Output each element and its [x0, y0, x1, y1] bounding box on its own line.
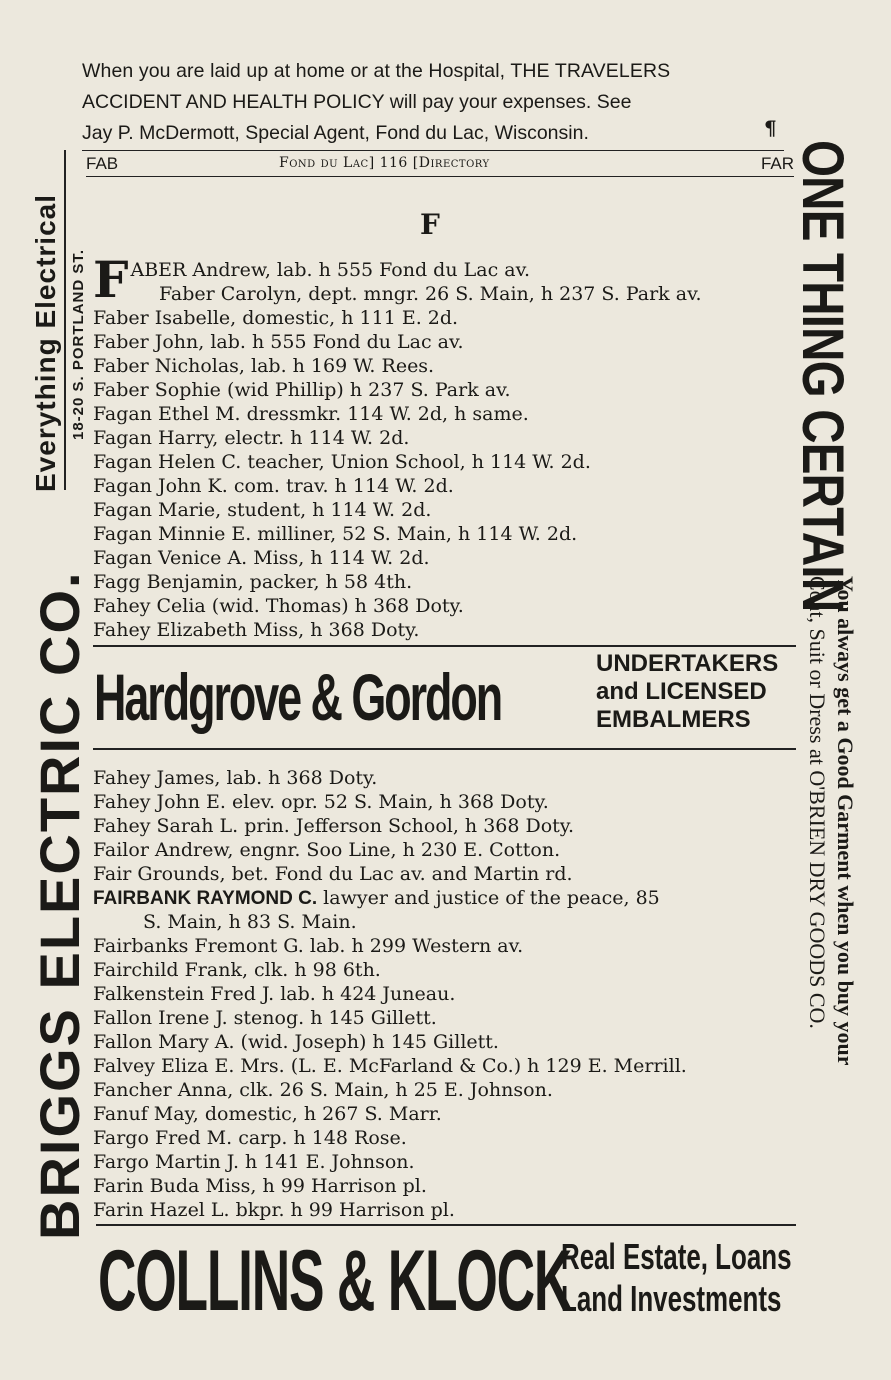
entry-text: lawyer and justice of the peace, 85: [317, 887, 660, 909]
header-right-guide: FAR: [760, 154, 794, 173]
directory-entries-a: [93, 250, 793, 642]
directory-entry: Faber Nicholas, lab. h 169 W. Rees.: [93, 355, 435, 377]
tagline-2: and LICENSED: [596, 678, 767, 705]
directory-entry: Fagan Marie, student, h 114 W. 2d.: [93, 499, 432, 521]
directory-entry: Fagan Helen C. teacher, Union School, h 114 W. 2d.: [93, 451, 591, 473]
one-thing-certain-ad: ONE THING CERTAIN: [790, 140, 855, 612]
directory-entry: Fagg Benjamin, packer, h 58 4th.: [93, 571, 413, 593]
top-advertisement: [82, 56, 792, 151]
directory-entry: Fairbanks Fremont G. lab. h 299 Western av.: [93, 935, 524, 957]
pilcrow-mark: ¶: [764, 116, 777, 140]
directory-entry: Fagan Ethel M. dressmkr. 114 W. 2d, h same.: [93, 403, 529, 425]
left-margin-rule: [64, 150, 66, 490]
header-center: Fond du Lac] 116 [Directory: [279, 155, 490, 171]
divider-above-ad: [93, 645, 796, 647]
portland-address: 18-20 S. PORTLAND ST.: [70, 248, 87, 440]
top-ad-line-1: When you are laid up at home or at the Hospital, THE TRAVELERS: [82, 60, 671, 82]
everything-electrical-ad: Everything Electrical: [30, 193, 61, 492]
directory-entry: Fanuf May, domestic, h 267 S. Marr.: [93, 1103, 442, 1125]
directory-entry: Fallon Irene J. stenog. h 145 Gillett.: [93, 1007, 437, 1029]
directory-entry: Faber Carolyn, dept. mngr. 26 S. Main, h 237 S. Park av.: [159, 283, 702, 305]
page-header: [86, 150, 794, 177]
obrien-ad-line-2: Coat, Suit or Dress at O'BRIEN DRY GOODS CO.: [805, 576, 830, 1029]
directory-entry: Fahey Sarah L. prin. Jefferson School, h 368 Doty.: [93, 815, 575, 837]
header-left-guide: FAB: [86, 154, 119, 173]
drop-cap: F: [93, 250, 129, 309]
directory-entry: Falvey Eliza E. Mrs. (L. E. McFarland & Co.) h 129 E. Merrill.: [93, 1055, 687, 1077]
collins-tag-1: Real Estate, Loans: [561, 1236, 792, 1277]
collins-klock-name: COLLINS & KLOCK: [98, 1233, 572, 1329]
directory-entry: Fairchild Frank, clk. h 98 6th.: [93, 959, 381, 981]
obrien-ad-line-1: You always get a Good Garment when you buy your: [833, 576, 858, 1066]
directory-entry: Fagan Venice A. Miss, h 114 W. 2d.: [93, 547, 430, 569]
top-ad-line-2: ACCIDENT AND HEALTH POLICY will pay your expenses. See: [82, 91, 632, 113]
directory-entry: Fancher Anna, clk. 26 S. Main, h 25 E. Johnson.: [93, 1079, 553, 1101]
entry-bold-name: FAIRBANK RAYMOND C.: [93, 888, 318, 909]
collins-klock-tagline: [561, 1236, 791, 1320]
directory-entry: Fagan John K. com. trav. h 114 W. 2d.: [93, 475, 454, 497]
top-ad-line-3: Jay P. McDermott, Special Agent, Fond du Lac, Wisconsin.: [82, 118, 784, 151]
tagline-1: UNDERTAKERS: [596, 650, 779, 677]
collins-tag-2: Land Investments: [561, 1278, 782, 1319]
directory-entry: Fahey James, lab. h 368 Doty.: [93, 767, 378, 789]
briggs-electric-ad: BRIGGS ELECTRIC CO.: [28, 570, 91, 1240]
directory-entry: Falkenstein Fred J. lab. h 424 Juneau.: [93, 983, 456, 1005]
section-letter: F: [420, 208, 440, 241]
directory-entry: Fallon Mary A. (wid. Joseph) h 145 Gillett.: [93, 1031, 499, 1053]
directory-entry: Farin Buda Miss, h 99 Harrison pl.: [93, 1175, 427, 1197]
directory-entry: Fahey Elizabeth Miss, h 368 Doty.: [93, 619, 420, 641]
directory-entry: Fair Grounds, bet. Fond du Lac av. and Martin rd.: [93, 863, 573, 885]
directory-entry: [93, 886, 793, 910]
hardgrove-gordon-name: Hardgrove & Gordon: [94, 660, 502, 734]
tagline-3: EMBALMERS: [596, 706, 751, 733]
directory-entry: Fargo Fred M. carp. h 148 Rose.: [93, 1127, 407, 1149]
directory-entry: Farin Hazel L. bkpr. h 99 Harrison pl.: [93, 1199, 455, 1221]
directory-entry: Faber John, lab. h 555 Fond du Lac av.: [93, 331, 464, 353]
directory-entries-b: [93, 766, 793, 1222]
directory-entry: Fagan Minnie E. milliner, 52 S. Main, h 114 W. 2d.: [93, 523, 578, 545]
directory-entry: Fagan Harry, electr. h 114 W. 2d.: [93, 427, 410, 449]
directory-entry: Faber Sophie (wid Phillip) h 237 S. Park av.: [93, 379, 511, 401]
directory-entry: Fargo Martin J. h 141 E. Johnson.: [93, 1151, 415, 1173]
directory-entry: Fahey Celia (wid. Thomas) h 368 Doty.: [93, 595, 464, 617]
divider-below-ad: [93, 748, 796, 750]
directory-entry: S. Main, h 83 S. Main.: [143, 911, 357, 933]
hardgrove-gordon-tagline: [596, 650, 796, 734]
directory-entry: Failor Andrew, engnr. Soo Line, h 230 E. Cotton.: [93, 839, 561, 861]
directory-entry: Faber Isabelle, domestic, h 111 E. 2d.: [93, 307, 459, 329]
entry-text: ABER Andrew, lab. h 555 Fond du Lac av.: [130, 259, 531, 281]
directory-entry: Fahey John E. elev. opr. 52 S. Main, h 368 Doty.: [93, 791, 549, 813]
